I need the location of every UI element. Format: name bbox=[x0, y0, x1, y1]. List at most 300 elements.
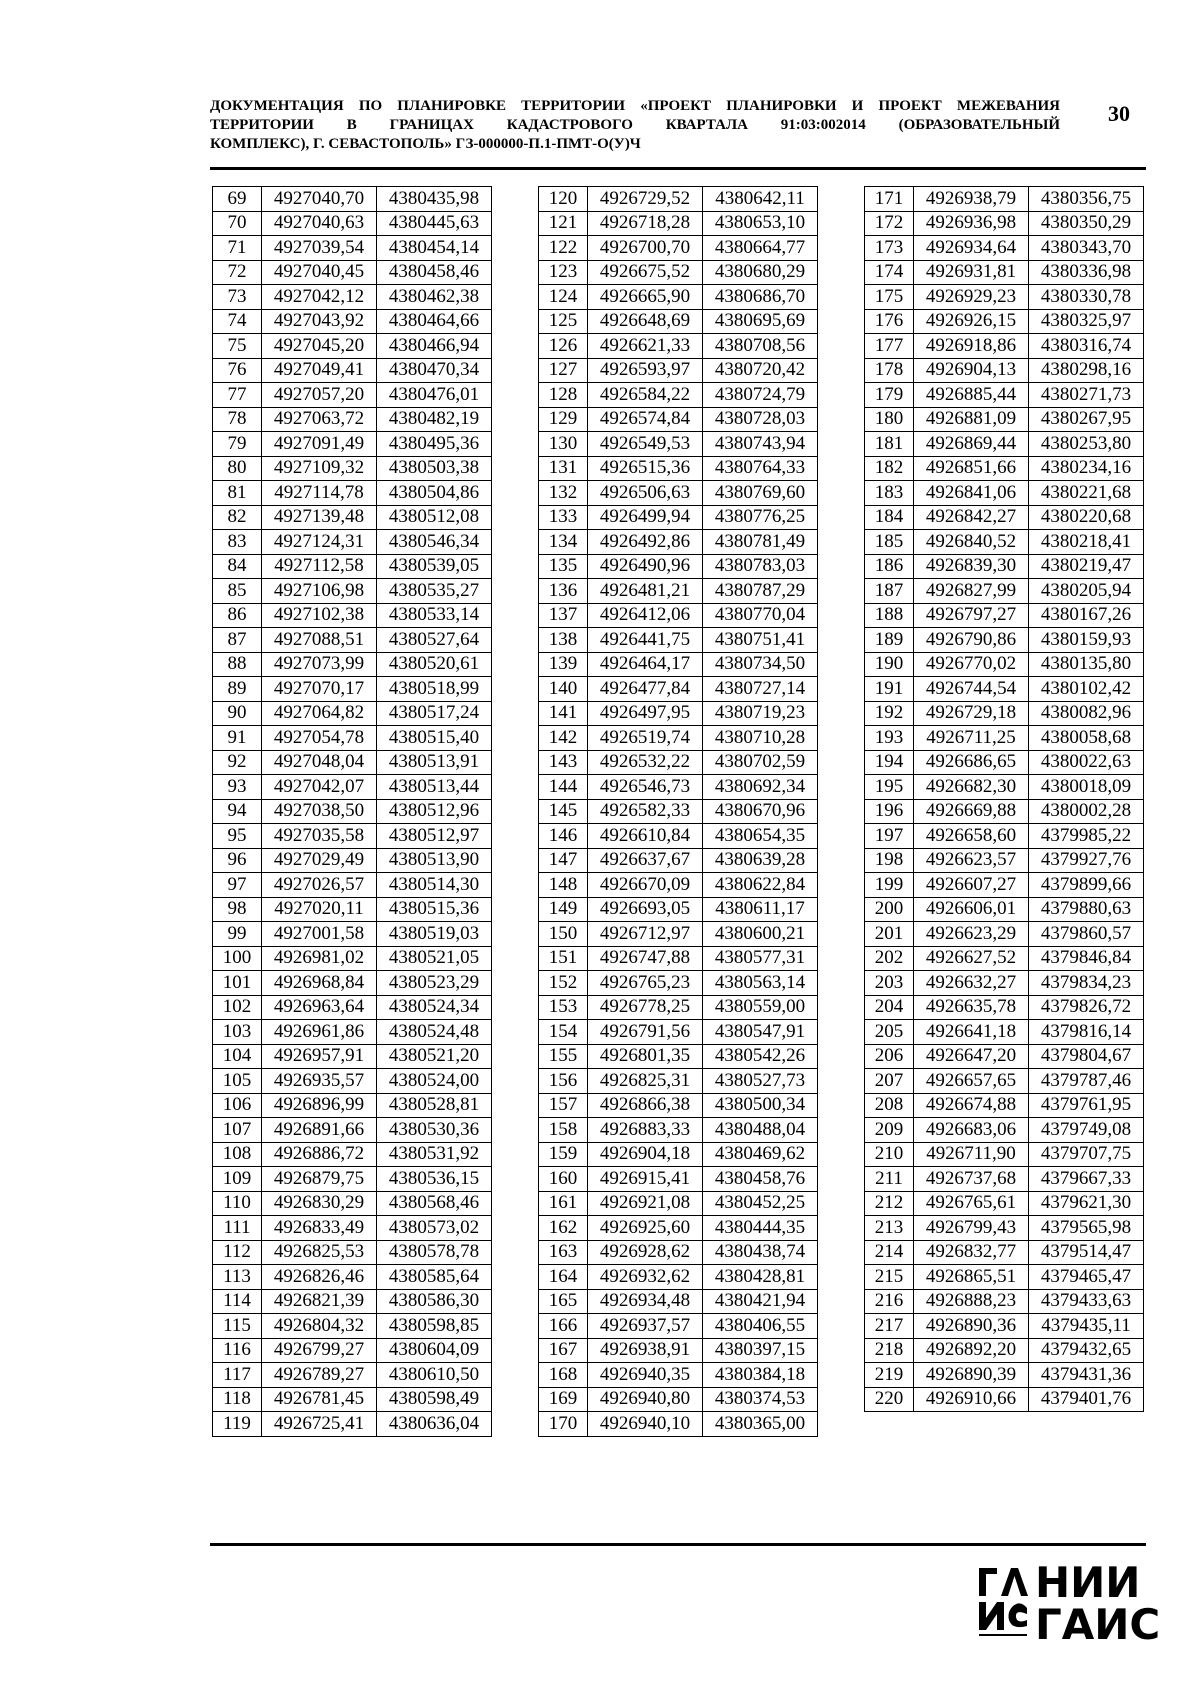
x-coordinate-cell: 4927114,78 bbox=[262, 481, 377, 506]
point-number-cell: 88 bbox=[213, 652, 262, 677]
y-coordinate-cell: 4379860,57 bbox=[1029, 922, 1144, 947]
y-coordinate-cell: 4380724,79 bbox=[703, 383, 818, 408]
y-coordinate-cell: 4380435,98 bbox=[377, 187, 492, 212]
table-row bbox=[539, 1265, 818, 1290]
point-number-cell: 149 bbox=[539, 897, 588, 922]
point-number-cell: 146 bbox=[539, 824, 588, 849]
point-number-cell: 144 bbox=[539, 775, 588, 800]
point-number-cell: 101 bbox=[213, 971, 262, 996]
y-coordinate-cell: 4380546,34 bbox=[377, 530, 492, 555]
y-coordinate-cell: 4380578,78 bbox=[377, 1240, 492, 1265]
point-number-cell: 75 bbox=[213, 334, 262, 359]
x-coordinate-cell: 4926791,56 bbox=[588, 1020, 703, 1045]
table-row bbox=[539, 309, 818, 334]
table-row bbox=[213, 1191, 492, 1216]
y-coordinate-cell: 4380598,49 bbox=[377, 1387, 492, 1412]
y-coordinate-cell: 4380488,04 bbox=[703, 1118, 818, 1143]
table-row bbox=[539, 1387, 818, 1412]
table-row bbox=[213, 1142, 492, 1167]
table-row bbox=[539, 971, 818, 996]
footer-divider bbox=[210, 1543, 1146, 1546]
x-coordinate-cell: 4926700,70 bbox=[588, 236, 703, 261]
y-coordinate-cell: 4380751,41 bbox=[703, 628, 818, 653]
y-coordinate-cell: 4380058,68 bbox=[1029, 726, 1144, 751]
coordinates-table-1 bbox=[212, 186, 492, 1437]
point-number-cell: 180 bbox=[865, 407, 914, 432]
header-line-1: ДОКУМЕНТАЦИЯ ПО ПЛАНИРОВКЕ ТЕРРИТОРИИ «ПРОЕКТ ПЛАНИРОВКИ И ПРОЕКТ МЕЖЕВАНИЯ bbox=[210, 98, 1060, 114]
x-coordinate-cell: 4927070,17 bbox=[262, 677, 377, 702]
x-coordinate-cell: 4926637,67 bbox=[588, 848, 703, 873]
y-coordinate-cell: 4380536,15 bbox=[377, 1167, 492, 1192]
x-coordinate-cell: 4926497,95 bbox=[588, 701, 703, 726]
y-coordinate-cell: 4379787,46 bbox=[1029, 1069, 1144, 1094]
point-number-cell: 93 bbox=[213, 775, 262, 800]
point-number-cell: 175 bbox=[865, 285, 914, 310]
table-row bbox=[539, 1338, 818, 1363]
table-row bbox=[539, 260, 818, 285]
x-coordinate-cell: 4926981,02 bbox=[262, 946, 377, 971]
table-row bbox=[213, 824, 492, 849]
point-number-cell: 210 bbox=[865, 1142, 914, 1167]
table-row bbox=[213, 848, 492, 873]
table-row bbox=[865, 260, 1144, 285]
x-coordinate-cell: 4926549,53 bbox=[588, 432, 703, 457]
x-coordinate-cell: 4927124,31 bbox=[262, 530, 377, 555]
x-coordinate-cell: 4926744,54 bbox=[914, 677, 1029, 702]
point-number-cell: 131 bbox=[539, 456, 588, 481]
point-number-cell: 82 bbox=[213, 505, 262, 530]
x-coordinate-cell: 4926477,84 bbox=[588, 677, 703, 702]
y-coordinate-cell: 4380464,66 bbox=[377, 309, 492, 334]
point-number-cell: 103 bbox=[213, 1020, 262, 1045]
point-number-cell: 148 bbox=[539, 873, 588, 898]
table-row bbox=[213, 358, 492, 383]
table-row bbox=[213, 1118, 492, 1143]
x-coordinate-cell: 4926670,09 bbox=[588, 873, 703, 898]
y-coordinate-cell: 4380470,34 bbox=[377, 358, 492, 383]
x-coordinate-cell: 4926841,06 bbox=[914, 481, 1029, 506]
x-coordinate-cell: 4927026,57 bbox=[262, 873, 377, 898]
x-coordinate-cell: 4927040,70 bbox=[262, 187, 377, 212]
point-number-cell: 137 bbox=[539, 603, 588, 628]
point-number-cell: 212 bbox=[865, 1191, 914, 1216]
point-number-cell: 179 bbox=[865, 383, 914, 408]
table-row bbox=[213, 701, 492, 726]
x-coordinate-cell: 4926963,64 bbox=[262, 995, 377, 1020]
table-row bbox=[539, 701, 818, 726]
table-row bbox=[539, 530, 818, 555]
table-row bbox=[865, 1069, 1144, 1094]
point-number-cell: 120 bbox=[539, 187, 588, 212]
x-coordinate-cell: 4926935,57 bbox=[262, 1069, 377, 1094]
y-coordinate-cell: 4380452,25 bbox=[703, 1191, 818, 1216]
point-number-cell: 220 bbox=[865, 1387, 914, 1412]
point-number-cell: 214 bbox=[865, 1240, 914, 1265]
x-coordinate-cell: 4926921,08 bbox=[588, 1191, 703, 1216]
y-coordinate-cell: 4380604,09 bbox=[377, 1338, 492, 1363]
x-coordinate-cell: 4926647,20 bbox=[914, 1044, 1029, 1069]
y-coordinate-cell: 4380610,50 bbox=[377, 1363, 492, 1388]
x-coordinate-cell: 4926830,29 bbox=[262, 1191, 377, 1216]
table-row bbox=[213, 995, 492, 1020]
y-coordinate-cell: 4380466,94 bbox=[377, 334, 492, 359]
point-number-cell: 207 bbox=[865, 1069, 914, 1094]
y-coordinate-cell: 4380783,03 bbox=[703, 554, 818, 579]
table-row bbox=[213, 1167, 492, 1192]
table-row bbox=[213, 1289, 492, 1314]
y-coordinate-cell: 4380350,29 bbox=[1029, 211, 1144, 236]
point-number-cell: 209 bbox=[865, 1118, 914, 1143]
x-coordinate-cell: 4926675,52 bbox=[588, 260, 703, 285]
x-coordinate-cell: 4926904,13 bbox=[914, 358, 1029, 383]
table-row bbox=[865, 1093, 1144, 1118]
x-coordinate-cell: 4927102,38 bbox=[262, 603, 377, 628]
point-number-cell: 188 bbox=[865, 603, 914, 628]
point-number-cell: 98 bbox=[213, 897, 262, 922]
x-coordinate-cell: 4926658,60 bbox=[914, 824, 1029, 849]
y-coordinate-cell: 4380325,97 bbox=[1029, 309, 1144, 334]
niigais-logo bbox=[975, 1558, 1161, 1655]
point-number-cell: 201 bbox=[865, 922, 914, 947]
y-coordinate-cell: 4380586,30 bbox=[377, 1289, 492, 1314]
point-number-cell: 202 bbox=[865, 946, 914, 971]
coordinates-table-2 bbox=[538, 186, 818, 1437]
x-coordinate-cell: 4927040,45 bbox=[262, 260, 377, 285]
table-row bbox=[213, 677, 492, 702]
y-coordinate-cell: 4379707,75 bbox=[1029, 1142, 1144, 1167]
x-coordinate-cell: 4926932,62 bbox=[588, 1265, 703, 1290]
y-coordinate-cell: 4380530,36 bbox=[377, 1118, 492, 1143]
table-row bbox=[865, 530, 1144, 555]
table-row bbox=[865, 628, 1144, 653]
x-coordinate-cell: 4926797,27 bbox=[914, 603, 1029, 628]
point-number-cell: 172 bbox=[865, 211, 914, 236]
y-coordinate-cell: 4380406,55 bbox=[703, 1314, 818, 1339]
x-coordinate-cell: 4926804,32 bbox=[262, 1314, 377, 1339]
point-number-cell: 74 bbox=[213, 309, 262, 334]
x-coordinate-cell: 4926711,90 bbox=[914, 1142, 1029, 1167]
x-coordinate-cell: 4926865,51 bbox=[914, 1265, 1029, 1290]
y-coordinate-cell: 4380787,29 bbox=[703, 579, 818, 604]
table-row bbox=[539, 726, 818, 751]
x-coordinate-cell: 4927057,20 bbox=[262, 383, 377, 408]
table-row bbox=[213, 1216, 492, 1241]
y-coordinate-cell: 4380636,04 bbox=[377, 1412, 492, 1437]
table-row bbox=[865, 799, 1144, 824]
table-row bbox=[865, 1020, 1144, 1045]
y-coordinate-cell: 4380563,14 bbox=[703, 971, 818, 996]
y-coordinate-cell: 4380002,28 bbox=[1029, 799, 1144, 824]
y-coordinate-cell: 4380221,68 bbox=[1029, 481, 1144, 506]
point-number-cell: 106 bbox=[213, 1093, 262, 1118]
point-number-cell: 134 bbox=[539, 530, 588, 555]
y-coordinate-cell: 4380727,14 bbox=[703, 677, 818, 702]
point-number-cell: 170 bbox=[539, 1412, 588, 1437]
point-number-cell: 104 bbox=[213, 1044, 262, 1069]
y-coordinate-cell: 4380469,62 bbox=[703, 1142, 818, 1167]
point-number-cell: 122 bbox=[539, 236, 588, 261]
point-number-cell: 87 bbox=[213, 628, 262, 653]
x-coordinate-cell: 4926765,61 bbox=[914, 1191, 1029, 1216]
y-coordinate-cell: 4380515,40 bbox=[377, 726, 492, 751]
y-coordinate-cell: 4380512,08 bbox=[377, 505, 492, 530]
y-coordinate-cell: 4380743,94 bbox=[703, 432, 818, 457]
point-number-cell: 143 bbox=[539, 750, 588, 775]
y-coordinate-cell: 4379834,23 bbox=[1029, 971, 1144, 996]
table-row bbox=[539, 873, 818, 898]
point-number-cell: 216 bbox=[865, 1289, 914, 1314]
point-number-cell: 161 bbox=[539, 1191, 588, 1216]
table-row bbox=[213, 922, 492, 947]
point-number-cell: 156 bbox=[539, 1069, 588, 1094]
x-coordinate-cell: 4926627,52 bbox=[914, 946, 1029, 971]
table-row bbox=[539, 187, 818, 212]
point-number-cell: 160 bbox=[539, 1167, 588, 1192]
table-row bbox=[213, 1363, 492, 1388]
y-coordinate-cell: 4380330,78 bbox=[1029, 285, 1144, 310]
x-coordinate-cell: 4927064,82 bbox=[262, 701, 377, 726]
y-coordinate-cell: 4380728,03 bbox=[703, 407, 818, 432]
point-number-cell: 208 bbox=[865, 1093, 914, 1118]
table-row bbox=[539, 603, 818, 628]
x-coordinate-cell: 4926799,43 bbox=[914, 1216, 1029, 1241]
point-number-cell: 121 bbox=[539, 211, 588, 236]
point-number-cell: 125 bbox=[539, 309, 588, 334]
point-number-cell: 176 bbox=[865, 309, 914, 334]
y-coordinate-cell: 4380734,50 bbox=[703, 652, 818, 677]
point-number-cell: 186 bbox=[865, 554, 914, 579]
y-coordinate-cell: 4380454,14 bbox=[377, 236, 492, 261]
y-coordinate-cell: 4379431,36 bbox=[1029, 1363, 1144, 1388]
point-number-cell: 166 bbox=[539, 1314, 588, 1339]
point-number-cell: 77 bbox=[213, 383, 262, 408]
x-coordinate-cell: 4926931,81 bbox=[914, 260, 1029, 285]
point-number-cell: 142 bbox=[539, 726, 588, 751]
y-coordinate-cell: 4380670,96 bbox=[703, 799, 818, 824]
x-coordinate-cell: 4926968,84 bbox=[262, 971, 377, 996]
point-number-cell: 90 bbox=[213, 701, 262, 726]
x-coordinate-cell: 4927054,78 bbox=[262, 726, 377, 751]
x-coordinate-cell: 4926904,18 bbox=[588, 1142, 703, 1167]
point-number-cell: 152 bbox=[539, 971, 588, 996]
table-row bbox=[213, 897, 492, 922]
y-coordinate-cell: 4380267,95 bbox=[1029, 407, 1144, 432]
point-number-cell: 96 bbox=[213, 848, 262, 873]
x-coordinate-cell: 4926790,86 bbox=[914, 628, 1029, 653]
table-row bbox=[865, 750, 1144, 775]
y-coordinate-cell: 4379435,11 bbox=[1029, 1314, 1144, 1339]
table-row bbox=[213, 1093, 492, 1118]
y-coordinate-cell: 4380692,34 bbox=[703, 775, 818, 800]
x-coordinate-cell: 4926938,91 bbox=[588, 1338, 703, 1363]
table-row bbox=[865, 1142, 1144, 1167]
x-coordinate-cell: 4927049,41 bbox=[262, 358, 377, 383]
table-row bbox=[539, 799, 818, 824]
table-row bbox=[539, 652, 818, 677]
x-coordinate-cell: 4926940,10 bbox=[588, 1412, 703, 1437]
y-coordinate-cell: 4380539,05 bbox=[377, 554, 492, 579]
y-coordinate-cell: 4380135,80 bbox=[1029, 652, 1144, 677]
x-coordinate-cell: 4926940,80 bbox=[588, 1387, 703, 1412]
x-coordinate-cell: 4926915,41 bbox=[588, 1167, 703, 1192]
table-row bbox=[213, 309, 492, 334]
y-coordinate-cell: 4380521,20 bbox=[377, 1044, 492, 1069]
y-coordinate-cell: 4380600,21 bbox=[703, 922, 818, 947]
y-coordinate-cell: 4380781,49 bbox=[703, 530, 818, 555]
table-row bbox=[539, 481, 818, 506]
x-coordinate-cell: 4927139,48 bbox=[262, 505, 377, 530]
table-row bbox=[539, 775, 818, 800]
table-row bbox=[213, 383, 492, 408]
x-coordinate-cell: 4927048,04 bbox=[262, 750, 377, 775]
y-coordinate-cell: 4379749,08 bbox=[1029, 1118, 1144, 1143]
x-coordinate-cell: 4926886,72 bbox=[262, 1142, 377, 1167]
x-coordinate-cell: 4927091,49 bbox=[262, 432, 377, 457]
point-number-cell: 73 bbox=[213, 285, 262, 310]
table-row bbox=[539, 628, 818, 653]
x-coordinate-cell: 4926593,97 bbox=[588, 358, 703, 383]
document-header bbox=[210, 97, 1060, 154]
point-number-cell: 80 bbox=[213, 456, 262, 481]
x-coordinate-cell: 4926869,44 bbox=[914, 432, 1029, 457]
table-row bbox=[213, 1265, 492, 1290]
y-coordinate-cell: 4380167,26 bbox=[1029, 603, 1144, 628]
x-coordinate-cell: 4926826,46 bbox=[262, 1265, 377, 1290]
x-coordinate-cell: 4926799,27 bbox=[262, 1338, 377, 1363]
point-number-cell: 190 bbox=[865, 652, 914, 677]
point-number-cell: 173 bbox=[865, 236, 914, 261]
table-row bbox=[539, 358, 818, 383]
y-coordinate-cell: 4380374,53 bbox=[703, 1387, 818, 1412]
point-number-cell: 94 bbox=[213, 799, 262, 824]
y-coordinate-cell: 4379899,66 bbox=[1029, 873, 1144, 898]
point-number-cell: 78 bbox=[213, 407, 262, 432]
y-coordinate-cell: 4380523,29 bbox=[377, 971, 492, 996]
table-row bbox=[213, 236, 492, 261]
y-coordinate-cell: 4379433,63 bbox=[1029, 1289, 1144, 1314]
x-coordinate-cell: 4926961,86 bbox=[262, 1020, 377, 1045]
x-coordinate-cell: 4926718,28 bbox=[588, 211, 703, 236]
table-row bbox=[865, 1387, 1144, 1412]
point-number-cell: 183 bbox=[865, 481, 914, 506]
x-coordinate-cell: 4926546,73 bbox=[588, 775, 703, 800]
y-coordinate-cell: 4379816,14 bbox=[1029, 1020, 1144, 1045]
y-coordinate-cell: 4379465,47 bbox=[1029, 1265, 1144, 1290]
point-number-cell: 147 bbox=[539, 848, 588, 873]
point-number-cell: 150 bbox=[539, 922, 588, 947]
y-coordinate-cell: 4380482,19 bbox=[377, 407, 492, 432]
y-coordinate-cell: 4379826,72 bbox=[1029, 995, 1144, 1020]
x-coordinate-cell: 4927039,54 bbox=[262, 236, 377, 261]
x-coordinate-cell: 4926883,33 bbox=[588, 1118, 703, 1143]
y-coordinate-cell: 4380517,24 bbox=[377, 701, 492, 726]
x-coordinate-cell: 4926729,18 bbox=[914, 701, 1029, 726]
x-coordinate-cell: 4926957,91 bbox=[262, 1044, 377, 1069]
x-coordinate-cell: 4926712,97 bbox=[588, 922, 703, 947]
point-number-cell: 177 bbox=[865, 334, 914, 359]
point-number-cell: 83 bbox=[213, 530, 262, 555]
x-coordinate-cell: 4926490,96 bbox=[588, 554, 703, 579]
point-number-cell: 169 bbox=[539, 1387, 588, 1412]
y-coordinate-cell: 4379565,98 bbox=[1029, 1216, 1144, 1241]
x-coordinate-cell: 4926825,53 bbox=[262, 1240, 377, 1265]
table-row bbox=[213, 603, 492, 628]
point-number-cell: 199 bbox=[865, 873, 914, 898]
x-coordinate-cell: 4926778,25 bbox=[588, 995, 703, 1020]
y-coordinate-cell: 4380343,70 bbox=[1029, 236, 1144, 261]
table-row bbox=[865, 922, 1144, 947]
point-number-cell: 206 bbox=[865, 1044, 914, 1069]
y-coordinate-cell: 4380504,86 bbox=[377, 481, 492, 506]
y-coordinate-cell: 4380642,11 bbox=[703, 187, 818, 212]
point-number-cell: 124 bbox=[539, 285, 588, 310]
table-row bbox=[865, 677, 1144, 702]
point-number-cell: 116 bbox=[213, 1338, 262, 1363]
y-coordinate-cell: 4380271,73 bbox=[1029, 383, 1144, 408]
x-coordinate-cell: 4927063,72 bbox=[262, 407, 377, 432]
x-coordinate-cell: 4926842,27 bbox=[914, 505, 1029, 530]
table-row bbox=[539, 677, 818, 702]
x-coordinate-cell: 4926801,35 bbox=[588, 1044, 703, 1069]
point-number-cell: 181 bbox=[865, 432, 914, 457]
y-coordinate-cell: 4380542,26 bbox=[703, 1044, 818, 1069]
x-coordinate-cell: 4926499,94 bbox=[588, 505, 703, 530]
table-row bbox=[539, 554, 818, 579]
point-number-cell: 155 bbox=[539, 1044, 588, 1069]
y-coordinate-cell: 4380770,04 bbox=[703, 603, 818, 628]
y-coordinate-cell: 4380495,36 bbox=[377, 432, 492, 457]
table-row bbox=[213, 1338, 492, 1363]
x-coordinate-cell: 4926607,27 bbox=[914, 873, 1029, 898]
x-coordinate-cell: 4927020,11 bbox=[262, 897, 377, 922]
table-row bbox=[865, 236, 1144, 261]
table-row bbox=[865, 1314, 1144, 1339]
y-coordinate-cell: 4380686,70 bbox=[703, 285, 818, 310]
table-row bbox=[865, 848, 1144, 873]
point-number-cell: 141 bbox=[539, 701, 588, 726]
table-row bbox=[539, 995, 818, 1020]
point-number-cell: 72 bbox=[213, 260, 262, 285]
point-number-cell: 133 bbox=[539, 505, 588, 530]
y-coordinate-cell: 4380421,94 bbox=[703, 1289, 818, 1314]
point-number-cell: 95 bbox=[213, 824, 262, 849]
y-coordinate-cell: 4380528,81 bbox=[377, 1093, 492, 1118]
x-coordinate-cell: 4926940,35 bbox=[588, 1363, 703, 1388]
x-coordinate-cell: 4927035,58 bbox=[262, 824, 377, 849]
point-number-cell: 130 bbox=[539, 432, 588, 457]
point-number-cell: 102 bbox=[213, 995, 262, 1020]
x-coordinate-cell: 4926840,52 bbox=[914, 530, 1029, 555]
point-number-cell: 215 bbox=[865, 1265, 914, 1290]
table-row bbox=[865, 1167, 1144, 1192]
table-row bbox=[865, 285, 1144, 310]
table-row bbox=[539, 334, 818, 359]
point-number-cell: 91 bbox=[213, 726, 262, 751]
point-number-cell: 118 bbox=[213, 1387, 262, 1412]
x-coordinate-cell: 4926926,15 bbox=[914, 309, 1029, 334]
point-number-cell: 162 bbox=[539, 1216, 588, 1241]
point-number-cell: 127 bbox=[539, 358, 588, 383]
point-number-cell: 211 bbox=[865, 1167, 914, 1192]
point-number-cell: 178 bbox=[865, 358, 914, 383]
table-row bbox=[213, 873, 492, 898]
x-coordinate-cell: 4926669,88 bbox=[914, 799, 1029, 824]
x-coordinate-cell: 4926737,68 bbox=[914, 1167, 1029, 1192]
table-row bbox=[539, 897, 818, 922]
table-row bbox=[865, 971, 1144, 996]
y-coordinate-cell: 4380664,77 bbox=[703, 236, 818, 261]
point-number-cell: 159 bbox=[539, 1142, 588, 1167]
